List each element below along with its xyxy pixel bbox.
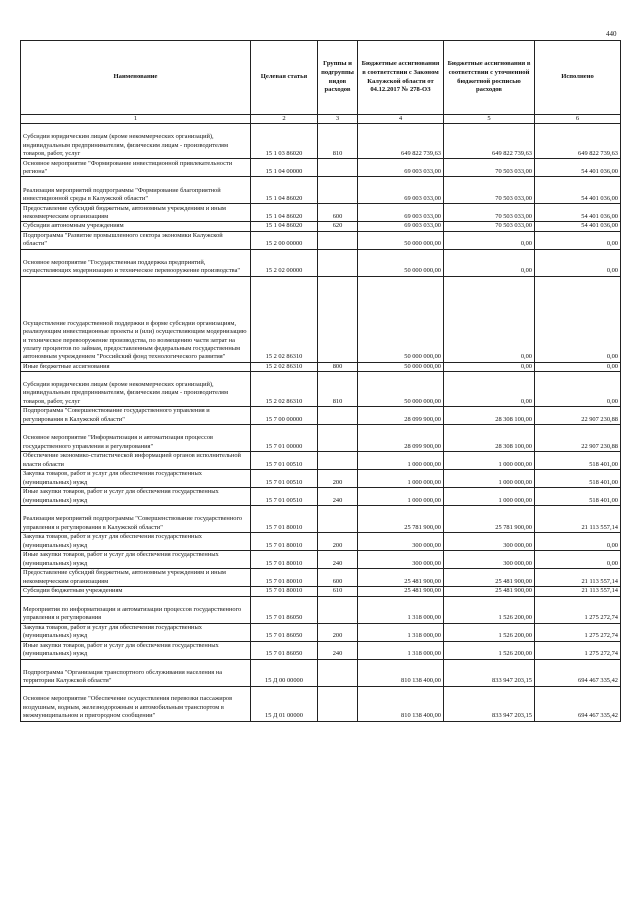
cell-executed: 694 467 335,42 (535, 686, 621, 721)
cell-updated-allocation: 649 822 739,63 (444, 124, 535, 159)
cell-executed: 54 401 036,00 (535, 204, 621, 222)
cell-target-article: 15 2 02 86310 (251, 362, 318, 371)
column-number: 1 (21, 115, 251, 124)
table-row (21, 470, 621, 488)
cell-executed: 0,00 (535, 249, 621, 276)
cell-target-article: 15 7 01 00000 (251, 425, 318, 452)
cell-target-article: 15 2 02 00000 (251, 249, 318, 276)
cell-target-article: 15 2 02 86310 (251, 276, 318, 362)
cell-target-article: 15 1 04 86020 (251, 177, 318, 204)
cell-name: Субсидии бюджетным учреждениям (21, 587, 251, 596)
cell-executed: 54 401 036,00 (535, 177, 621, 204)
cell-executed: 54 401 036,00 (535, 159, 621, 177)
table-row (21, 249, 621, 276)
cell-name: Обеспечение экономико-статистической информацией органов исполнительной власти области (21, 452, 251, 470)
cell-updated-allocation: 25 481 900,00 (444, 587, 535, 596)
cell-expense-group (318, 177, 358, 204)
cell-updated-allocation: 1 000 000,00 (444, 452, 535, 470)
cell-updated-allocation: 28 308 100,00 (444, 425, 535, 452)
cell-name: Основное мероприятие "Информатизация и автоматизация процессов государственного управления и регулирования" (21, 425, 251, 452)
table-row (21, 159, 621, 177)
header-name: Наименование (21, 41, 251, 115)
cell-law-allocation: 25 481 900,00 (358, 569, 444, 587)
table-row (21, 623, 621, 641)
cell-law-allocation: 1 318 000,00 (358, 596, 444, 623)
cell-target-article: 15 7 01 80010 (251, 569, 318, 587)
cell-name: Субсидии юридическим лицам (кроме некоммерческих организаций), индивидуальным предпринимателям, физическим лицам - производителям товаров, работ, услуг (21, 372, 251, 407)
cell-name: Основное мероприятие "Государственная поддержка предприятий, осуществляющих модернизацию и техническое перевооружение производства" (21, 249, 251, 276)
table-row (21, 641, 621, 659)
cell-law-allocation: 1 000 000,00 (358, 470, 444, 488)
cell-executed: 1 275 272,74 (535, 641, 621, 659)
cell-expense-group: 240 (318, 641, 358, 659)
cell-target-article: 15 1 04 86020 (251, 222, 318, 231)
cell-law-allocation: 1 000 000,00 (358, 488, 444, 506)
table-row (21, 587, 621, 596)
table-row (21, 686, 621, 721)
cell-target-article: 15 7 01 00510 (251, 488, 318, 506)
cell-updated-allocation: 25 481 900,00 (444, 569, 535, 587)
cell-law-allocation: 649 822 739,63 (358, 124, 444, 159)
cell-updated-allocation: 0,00 (444, 276, 535, 362)
cell-updated-allocation: 70 503 033,00 (444, 222, 535, 231)
cell-name: Закупка товаров, работ и услуг для обеспечения государственных (муниципальных) нужд (21, 533, 251, 551)
table-row (21, 204, 621, 222)
cell-expense-group: 800 (318, 362, 358, 371)
cell-executed: 54 401 036,00 (535, 222, 621, 231)
cell-updated-allocation: 1 000 000,00 (444, 470, 535, 488)
table-row (21, 596, 621, 623)
cell-executed: 0,00 (535, 372, 621, 407)
cell-law-allocation: 50 000 000,00 (358, 276, 444, 362)
cell-updated-allocation: 25 781 900,00 (444, 506, 535, 533)
cell-expense-group (318, 596, 358, 623)
cell-expense-group: 200 (318, 623, 358, 641)
cell-updated-allocation: 1 000 000,00 (444, 488, 535, 506)
cell-target-article: 15 Д 01 00000 (251, 686, 318, 721)
cell-executed: 0,00 (535, 362, 621, 371)
cell-updated-allocation: 1 526 200,00 (444, 623, 535, 641)
cell-expense-group: 600 (318, 204, 358, 222)
cell-name: Иные закупки товаров, работ и услуг для обеспечения государственных (муниципальных) нужд (21, 488, 251, 506)
cell-law-allocation: 28 099 900,00 (358, 407, 444, 425)
cell-updated-allocation: 0,00 (444, 372, 535, 407)
table-row (21, 569, 621, 587)
column-number: 5 (444, 115, 535, 124)
table-row (21, 231, 621, 249)
cell-expense-group (318, 276, 358, 362)
cell-target-article: 15 1 04 86020 (251, 204, 318, 222)
cell-name: Подпрограмма "Организация транспортного обслуживания населения на территории Калужской области" (21, 659, 251, 686)
cell-executed: 21 113 557,14 (535, 506, 621, 533)
table-row (21, 659, 621, 686)
cell-updated-allocation: 300 000,00 (444, 533, 535, 551)
cell-expense-group (318, 686, 358, 721)
cell-name: Субсидии автономным учреждениям (21, 222, 251, 231)
cell-law-allocation: 69 003 033,00 (358, 222, 444, 231)
cell-expense-group: 600 (318, 569, 358, 587)
page-number: 440 (606, 30, 617, 38)
cell-name: Иные закупки товаров, работ и услуг для обеспечения государственных (муниципальных) нужд (21, 551, 251, 569)
cell-law-allocation: 1 318 000,00 (358, 623, 444, 641)
cell-updated-allocation: 0,00 (444, 362, 535, 371)
cell-updated-allocation: 0,00 (444, 249, 535, 276)
header-updated-allocation: Бюджетные ассигнования в соответствии с уточненной бюджетной росписью расходов (444, 41, 535, 115)
cell-expense-group (318, 659, 358, 686)
cell-law-allocation: 50 000 000,00 (358, 372, 444, 407)
cell-expense-group: 810 (318, 372, 358, 407)
table-row (21, 551, 621, 569)
table-row (21, 533, 621, 551)
cell-executed: 22 907 230,88 (535, 425, 621, 452)
table-row (21, 276, 621, 362)
cell-target-article: 15 1 04 00000 (251, 159, 318, 177)
cell-target-article: 15 7 01 80010 (251, 533, 318, 551)
cell-target-article: 15 2 00 00000 (251, 231, 318, 249)
cell-name: Субсидии юридическим лицам (кроме некоммерческих организаций), индивидуальным предпринимателям, физическим лицам - производителям товаров, работ, услуг (21, 124, 251, 159)
column-number: 2 (251, 115, 318, 124)
cell-target-article: 15 2 02 86310 (251, 372, 318, 407)
cell-executed: 1 275 272,74 (535, 623, 621, 641)
cell-law-allocation: 25 481 900,00 (358, 587, 444, 596)
column-number-row (21, 115, 621, 124)
cell-executed: 0,00 (535, 231, 621, 249)
cell-target-article: 15 7 01 86050 (251, 596, 318, 623)
cell-executed: 0,00 (535, 276, 621, 362)
cell-expense-group: 810 (318, 124, 358, 159)
cell-name: Подпрограмма "Развитие промышленного сектора экономики Калужской области" (21, 231, 251, 249)
table-row (21, 506, 621, 533)
cell-expense-group: 620 (318, 222, 358, 231)
cell-updated-allocation: 833 947 203,15 (444, 659, 535, 686)
cell-law-allocation: 50 000 000,00 (358, 362, 444, 371)
cell-updated-allocation: 833 947 203,15 (444, 686, 535, 721)
budget-table (20, 40, 621, 722)
column-number: 6 (535, 115, 621, 124)
table-row (21, 222, 621, 231)
cell-name: Осуществление государственной поддержки в форме субсидии организациям, реализующим инвестиционные проекты и (или) осуществляющим модернизацию и техническое перевооружение производства, по возмещению части затрат на уплату процентов по займам, предоставленным федеральным государственным автономным учреждением "Российский фонд технологического развития" (21, 276, 251, 362)
cell-executed: 694 467 335,42 (535, 659, 621, 686)
cell-name: Иные бюджетные ассигнования (21, 362, 251, 371)
cell-name: Иные закупки товаров, работ и услуг для обеспечения государственных (муниципальных) нужд (21, 641, 251, 659)
cell-name: Предоставление субсидий бюджетным, автономным учреждениям и иным некоммерческим организациям (21, 569, 251, 587)
table-row (21, 425, 621, 452)
table-row (21, 407, 621, 425)
cell-law-allocation: 810 138 400,00 (358, 686, 444, 721)
cell-law-allocation: 300 000,00 (358, 551, 444, 569)
header-executed: Исполнено (535, 41, 621, 115)
table-row (21, 452, 621, 470)
cell-law-allocation: 1 318 000,00 (358, 641, 444, 659)
cell-law-allocation: 50 000 000,00 (358, 249, 444, 276)
cell-executed: 21 113 557,14 (535, 569, 621, 587)
cell-updated-allocation: 1 526 200,00 (444, 641, 535, 659)
cell-executed: 0,00 (535, 551, 621, 569)
cell-updated-allocation: 70 503 033,00 (444, 159, 535, 177)
cell-updated-allocation: 70 503 033,00 (444, 177, 535, 204)
header-law-allocation: Бюджетные ассигнования в соответствии с Законом Калужской области от 04.12.2017 № 278-ОЗ (358, 41, 444, 115)
cell-expense-group (318, 452, 358, 470)
column-number: 3 (318, 115, 358, 124)
cell-law-allocation: 69 003 033,00 (358, 204, 444, 222)
cell-name: Закупка товаров, работ и услуг для обеспечения государственных (муниципальных) нужд (21, 470, 251, 488)
cell-law-allocation: 69 003 033,00 (358, 177, 444, 204)
table-row (21, 124, 621, 159)
cell-expense-group (318, 407, 358, 425)
cell-target-article: 15 7 01 80010 (251, 587, 318, 596)
cell-target-article: 15 7 01 86050 (251, 641, 318, 659)
header-expense-group: Группы и подгруппы видов расходов (318, 41, 358, 115)
cell-expense-group (318, 425, 358, 452)
cell-executed: 518 401,00 (535, 488, 621, 506)
cell-executed: 518 401,00 (535, 452, 621, 470)
cell-executed: 649 822 739,63 (535, 124, 621, 159)
cell-name: Закупка товаров, работ и услуг для обеспечения государственных (муниципальных) нужд (21, 623, 251, 641)
cell-target-article: 15 1 03 86020 (251, 124, 318, 159)
table-row (21, 362, 621, 371)
cell-expense-group: 200 (318, 533, 358, 551)
column-number: 4 (358, 115, 444, 124)
cell-expense-group: 240 (318, 488, 358, 506)
cell-target-article: 15 7 00 00000 (251, 407, 318, 425)
cell-executed: 1 275 272,74 (535, 596, 621, 623)
cell-law-allocation: 50 000 000,00 (358, 231, 444, 249)
cell-target-article: 15 7 01 80010 (251, 551, 318, 569)
table-row (21, 177, 621, 204)
cell-name: Основное мероприятие "Формирование инвестиционной привлекательности региона" (21, 159, 251, 177)
cell-name: Мероприятия по информатизации и автоматизации процессов государственного управления и регулирования (21, 596, 251, 623)
cell-name: Основное мероприятие "Обеспечение осуществления перевозки пассажиров воздушным, водным, железнодорожным и автомобильным транспортом в межмуниципальном и пригородном сообщении" (21, 686, 251, 721)
cell-name: Предоставление субсидий бюджетным, автономным учреждениям и иным некоммерческим организациям (21, 204, 251, 222)
cell-target-article: 15 7 01 86050 (251, 623, 318, 641)
header-target-article: Целевая статья (251, 41, 318, 115)
cell-updated-allocation: 0,00 (444, 231, 535, 249)
cell-expense-group: 610 (318, 587, 358, 596)
table-row (21, 488, 621, 506)
cell-law-allocation: 810 138 400,00 (358, 659, 444, 686)
cell-updated-allocation: 28 308 100,00 (444, 407, 535, 425)
cell-expense-group (318, 231, 358, 249)
cell-executed: 21 113 557,14 (535, 587, 621, 596)
cell-expense-group (318, 506, 358, 533)
cell-expense-group: 240 (318, 551, 358, 569)
cell-target-article: 15 Д 00 00000 (251, 659, 318, 686)
cell-updated-allocation: 1 526 200,00 (444, 596, 535, 623)
cell-expense-group (318, 249, 358, 276)
cell-executed: 0,00 (535, 533, 621, 551)
cell-name: Реализация мероприятий подпрограммы "Совершенствование государственного управления и регулирования в Калужской области" (21, 506, 251, 533)
cell-name: Подпрограмма "Совершенствование государственного управления и регулирования в Калужской области" (21, 407, 251, 425)
cell-target-article: 15 7 01 00510 (251, 452, 318, 470)
cell-target-article: 15 7 01 80010 (251, 506, 318, 533)
cell-law-allocation: 300 000,00 (358, 533, 444, 551)
cell-law-allocation: 25 781 900,00 (358, 506, 444, 533)
cell-expense-group: 200 (318, 470, 358, 488)
budget-table-body (21, 124, 621, 721)
cell-target-article: 15 7 01 00510 (251, 470, 318, 488)
table-row (21, 372, 621, 407)
cell-law-allocation: 1 000 000,00 (358, 452, 444, 470)
cell-name: Реализация мероприятий подпрограммы "Формирование благоприятной инвестиционной среды в Калужской области" (21, 177, 251, 204)
cell-updated-allocation: 70 503 033,00 (444, 204, 535, 222)
header-row (21, 41, 621, 115)
cell-executed: 22 907 230,88 (535, 407, 621, 425)
cell-updated-allocation: 300 000,00 (444, 551, 535, 569)
cell-law-allocation: 69 003 033,00 (358, 159, 444, 177)
cell-law-allocation: 28 099 900,00 (358, 425, 444, 452)
cell-expense-group (318, 159, 358, 177)
cell-executed: 518 401,00 (535, 470, 621, 488)
